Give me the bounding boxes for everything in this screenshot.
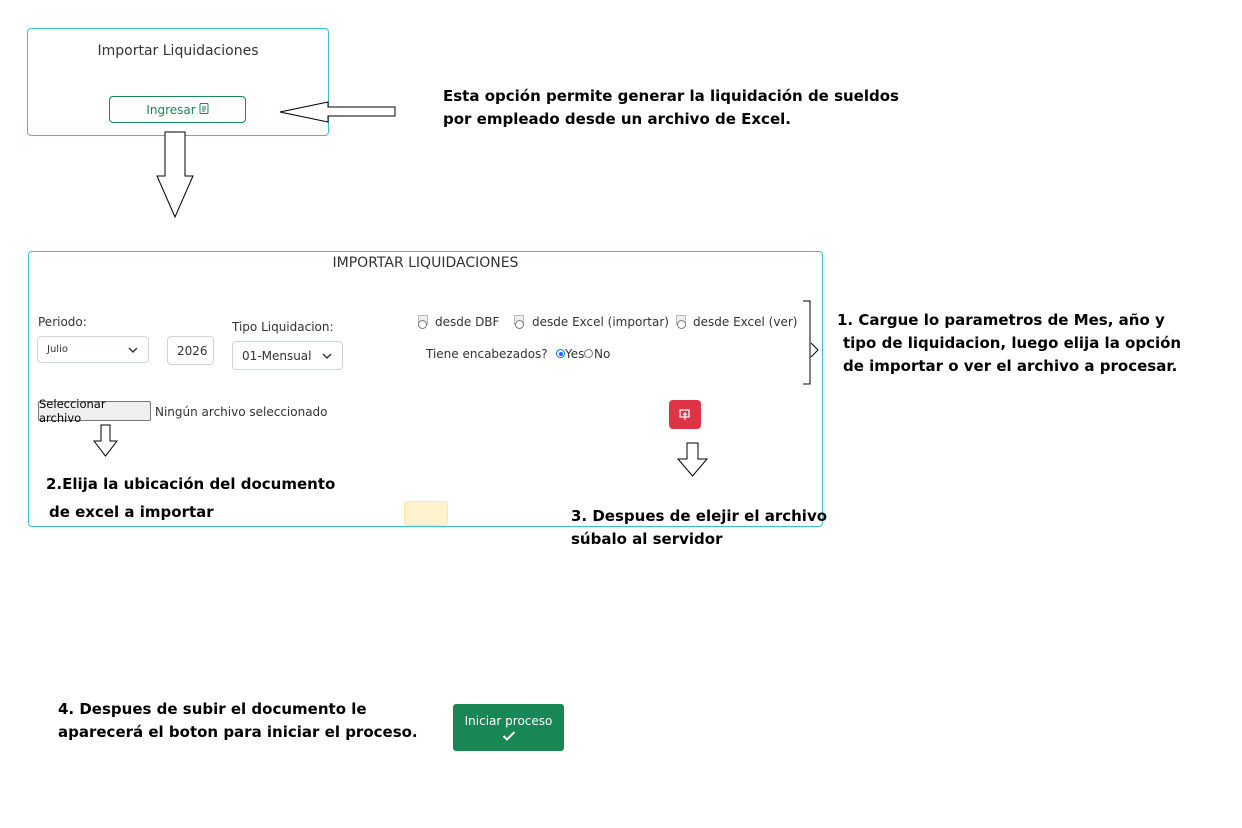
month-value: Julio — [47, 344, 68, 355]
note3-line1: 3. Despues de elejir el archivo — [571, 507, 828, 525]
periodo-label: Periodo: — [38, 315, 87, 329]
headers-no-label: No — [594, 347, 611, 361]
month-select[interactable] — [37, 336, 149, 363]
arrow-down-icon — [154, 131, 196, 221]
file-status: Ningún archivo seleccionado — [155, 405, 328, 419]
tipo-value: 01-Mensual — [242, 348, 312, 363]
intro-note-line2: por empleado desde un archivo de Excel. — [443, 110, 791, 128]
option-excel-ver-label: desde Excel (ver) — [693, 315, 798, 329]
note-step-2 — [46, 470, 335, 526]
radio-dbf[interactable] — [418, 320, 427, 329]
note3-line2: súbalo al servidor — [571, 530, 723, 548]
note4-line1: 4. Despues de subir el documento le — [58, 700, 367, 718]
year-input[interactable] — [167, 336, 214, 365]
intro-note-line1: Esta opción permite generar la liquidación de sueldos — [443, 87, 899, 105]
select-file-label: Seleccionar archivo — [39, 397, 106, 425]
note4-line2: aparecerá el boton para iniciar el proceso. — [58, 723, 418, 741]
chevron-down-icon — [128, 347, 138, 353]
arrow-down-icon — [93, 424, 119, 458]
radio-excel-import[interactable] — [515, 320, 524, 329]
status-box — [404, 501, 448, 526]
option-dbf-label: desde DBF — [435, 315, 500, 329]
tipo-select[interactable] — [232, 341, 343, 370]
upload-icon — [679, 409, 691, 421]
note-step-1 — [837, 309, 1181, 378]
bracket-icon — [802, 300, 824, 386]
radio-headers-no[interactable] — [584, 349, 593, 358]
tipo-label: Tipo Liquidacion: — [232, 320, 334, 334]
note2-line2: de excel a importar — [49, 503, 214, 521]
upload-button[interactable] — [669, 400, 701, 429]
headers-label: Tiene encabezados? — [426, 347, 548, 361]
ingresar-button[interactable] — [109, 96, 246, 123]
note-step-3 — [571, 505, 827, 551]
note1-line2: tipo de liquidacion, luego elija la opción — [843, 334, 1182, 352]
card-title: Importar Liquidaciones — [97, 43, 259, 59]
start-process-label: Iniciar proceso — [464, 713, 553, 728]
arrow-down-icon — [677, 442, 709, 478]
intro-note — [443, 85, 899, 131]
year-value: 2026 — [177, 343, 208, 358]
radio-headers-yes[interactable] — [556, 349, 565, 358]
option-excel-import-label: desde Excel (importar) — [532, 315, 669, 329]
note2-line1: 2.Elija la ubicación del documento — [46, 475, 336, 493]
arrow-left-icon — [278, 100, 398, 124]
ingresar-label: Ingresar — [146, 102, 196, 117]
select-file-button[interactable] — [38, 397, 151, 425]
chevron-down-icon — [322, 353, 332, 359]
import-title: IMPORTAR LIQUIDACIONES — [332, 255, 519, 271]
check-icon — [502, 730, 516, 742]
file-icon — [199, 103, 209, 117]
headers-yes-label: Yes — [565, 347, 585, 361]
note-step-4 — [58, 698, 418, 744]
note1-line3: de importar o ver el archivo a procesar. — [843, 357, 1178, 375]
note1-line1: 1. Cargue lo parametros de Mes, año y — [837, 311, 1165, 329]
start-process-button[interactable] — [453, 704, 564, 751]
radio-excel-ver[interactable] — [677, 320, 686, 329]
